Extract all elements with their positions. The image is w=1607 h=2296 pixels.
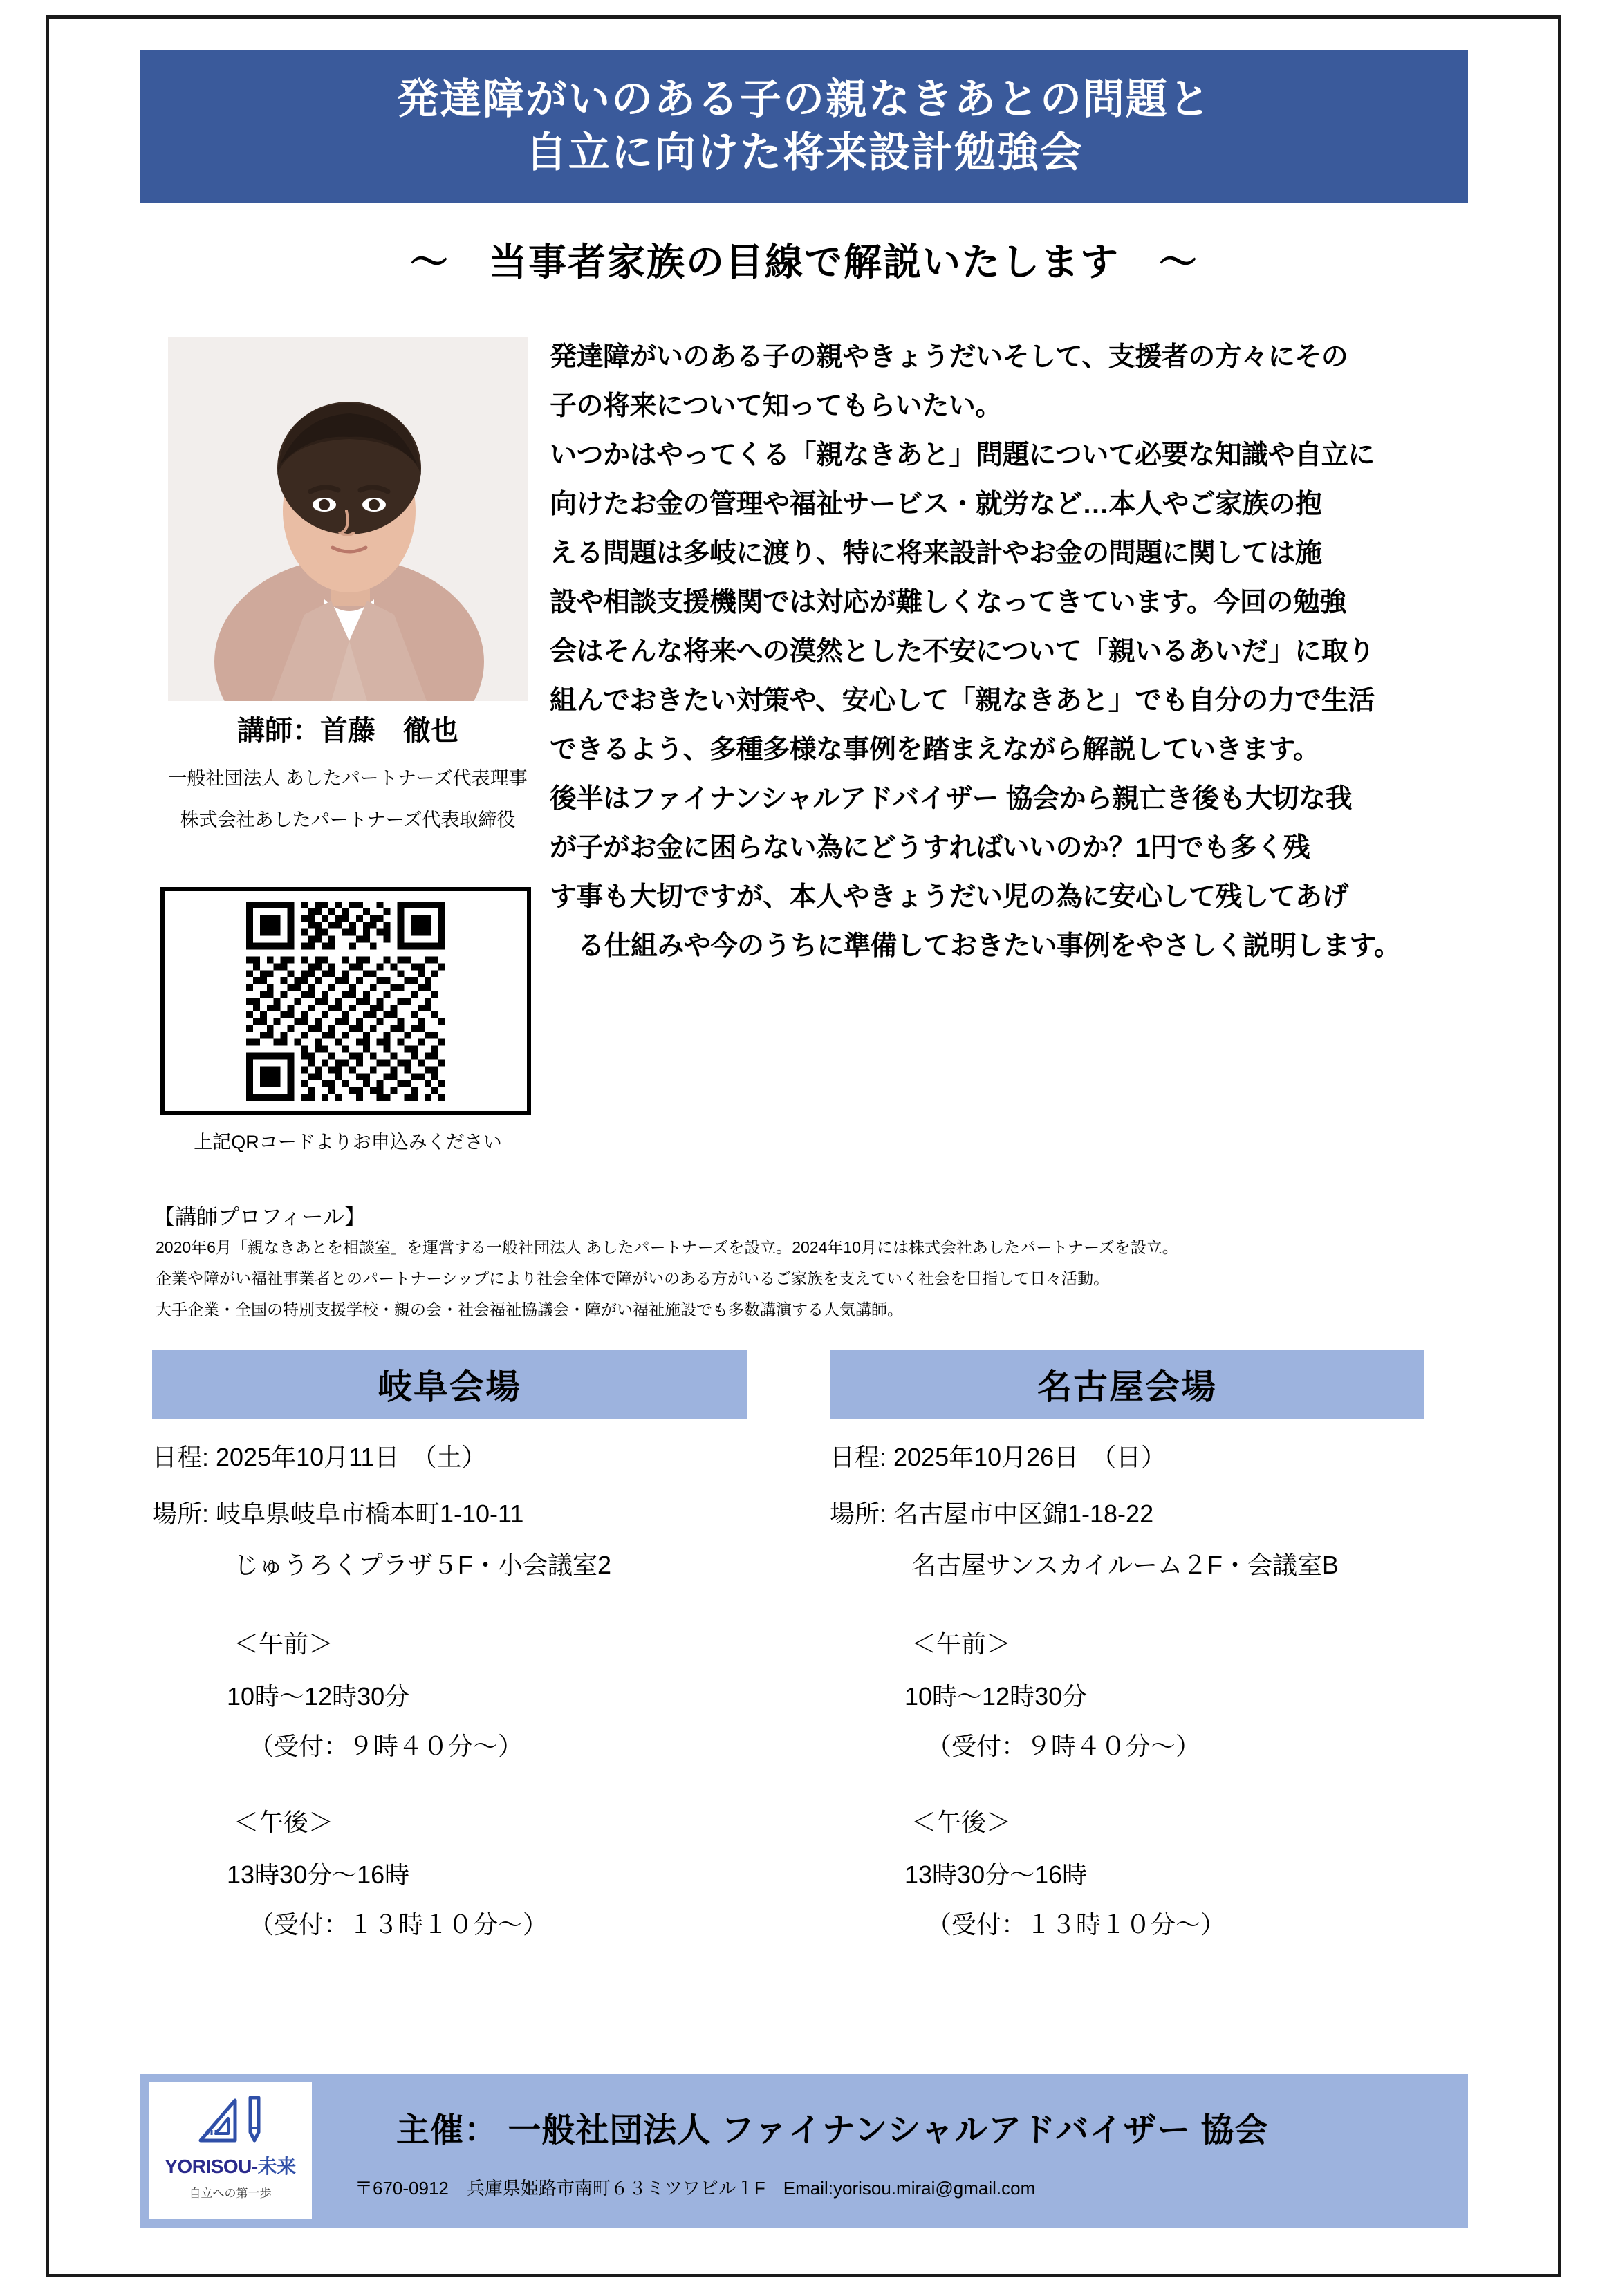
profile-line: 2020年6月「親なきあとを相談室」を運営する一般社団法人 あしたパートナーズを設立。2024年10月には株式会社あしたパートナーズを設立。 bbox=[156, 1238, 1178, 1256]
venue-nagoya-morning-label: ＜午前＞ bbox=[911, 1630, 1012, 1658]
body-line: いつかはやってくる「親なきあと」問題について必要な知識や自立に bbox=[550, 440, 1375, 470]
venue-nagoya-afternoon-time: 13時30分～16時 bbox=[904, 1860, 1088, 1889]
venue-nagoya-morning-time: 10時～12時30分 bbox=[904, 1682, 1088, 1710]
venue-nagoya-afternoon-label: ＜午後＞ bbox=[911, 1808, 1012, 1836]
venue-gifu-morning-label: ＜午前＞ bbox=[234, 1630, 334, 1658]
logo-tagline: 自立への第一歩 bbox=[189, 2187, 272, 2200]
venue-gifu-afternoon-time: 13時30分～16時 bbox=[227, 1860, 410, 1889]
footer-host: 主催： 一般社団法人 ファイナンシャルアドバイザー 協会 bbox=[396, 2112, 1269, 2149]
venue-nagoya-room: 名古屋サンスカイルーム２F・会議室B bbox=[911, 1551, 1339, 1579]
footer-bar bbox=[140, 2074, 1468, 2228]
footer-address: 〒670-0912 兵庫県姫路市南町６３ミツワビル１F Email:yorisou.mirai@gmail.com bbox=[355, 2178, 1036, 2199]
organization-logo bbox=[149, 2082, 312, 2219]
logo-wordmark bbox=[165, 2152, 295, 2179]
venue-gifu bbox=[152, 1350, 747, 1937]
speaker-name: 講師：首藤 徹也 bbox=[237, 716, 458, 746]
logo-word-separator: - bbox=[251, 2156, 258, 2177]
body-text-block bbox=[550, 344, 1462, 982]
qr-code-frame[interactable] bbox=[160, 887, 531, 1115]
profile-text-block bbox=[156, 1240, 1469, 1333]
venue-nagoya-afternoon-reception: （受付：１３時１０分～） bbox=[927, 1910, 1226, 1939]
venue-gifu-morning-time: 10時～12時30分 bbox=[227, 1682, 410, 1710]
qr-code-icon[interactable] bbox=[246, 902, 445, 1101]
body-line: できるよう、多種多様な事例を踏まえながら解説していきます。 bbox=[550, 735, 1320, 765]
logo-word-en: YORISOU bbox=[165, 2156, 252, 2177]
profile-line: 大手企業・全国の特別支援学校・親の会・社会福祉協議会・障がい福祉施設でも多数講演する人気講師。 bbox=[156, 1300, 903, 1318]
venue-gifu-afternoon-label: ＜午後＞ bbox=[234, 1808, 334, 1836]
venue-nagoya-morning-reception: （受付：９時４０分～） bbox=[927, 1732, 1201, 1760]
body-line: 組んでおきたい対策や、安心して「親なきあと」でも自分の力で生活 bbox=[550, 686, 1375, 716]
venue-nagoya bbox=[830, 1350, 1424, 1937]
qr-caption: 上記QRコードよりお申込みください bbox=[194, 1132, 502, 1152]
body-line: 子の将来について知ってもらいたい。 bbox=[550, 391, 1002, 421]
body-line: 後半はファイナンシャルアドバイザー 協会から親亡き後も大切な我 bbox=[550, 784, 1353, 814]
ruler-pencil-icon bbox=[192, 2092, 268, 2149]
speaker-role-line-2: 株式会社あしたパートナーズ代表取締役 bbox=[180, 810, 516, 830]
body-line: る仕組みや今のうちに準備しておきたい事例をやさしく説明します。 bbox=[577, 931, 1401, 961]
profile-line: 企業や障がい福祉事業者とのパートナーシップにより社会全体で障がいのある方がいるご家族を支えていく社会を目指して日々活動。 bbox=[156, 1269, 1110, 1287]
venue-gifu-room: じゅうろくプラザ５F・小会議室2 bbox=[234, 1551, 612, 1579]
body-line: 会はそんな将来への漠然とした不安について「親いるあいだ」に取り bbox=[550, 637, 1375, 666]
title-line-2: 自立に向けた将来設計勉強会 bbox=[526, 129, 1083, 176]
subtitle: ～ 当事者家族の目線で解説いたします ～ bbox=[409, 241, 1198, 283]
body-line: える問題は多岐に渡り、特に将来設計やお金の問題に関しては施 bbox=[550, 539, 1322, 568]
venue-gifu-place: 場所: 岐阜県岐阜市橋本町1-10-11 bbox=[152, 1500, 524, 1528]
speaker-photo bbox=[168, 337, 528, 701]
footer-content bbox=[348, 2103, 1454, 2200]
venue-gifu-morning-reception: （受付：９時４０分～） bbox=[249, 1732, 523, 1760]
venue-nagoya-name: 名古屋会場 bbox=[1037, 1368, 1217, 1406]
venue-gifu-header bbox=[152, 1350, 747, 1419]
body-line: 発達障がいのある子の親やきょうだいそして、支援者の方々にその bbox=[550, 342, 1348, 372]
body-line: す事も大切ですが、本人やきょうだい児の為に安心して残してあげ bbox=[550, 882, 1349, 912]
venue-nagoya-details bbox=[830, 1445, 1424, 1937]
venue-gifu-date: 日程: 2025年10月11日 （土） bbox=[152, 1443, 487, 1471]
venue-gifu-afternoon-reception: （受付：１３時１０分～） bbox=[249, 1910, 548, 1939]
body-line: 設や相談支援機関では対応が難しくなってきています。今回の勉強 bbox=[550, 588, 1346, 617]
title-line-1: 発達障がいのある子の親なきあとの問題と bbox=[397, 76, 1211, 123]
venue-nagoya-place: 場所: 名古屋市中区錦1-18-22 bbox=[830, 1500, 1154, 1528]
logo-word-jp: 未来 bbox=[257, 2156, 296, 2177]
title-banner bbox=[140, 50, 1468, 203]
profile-heading: 【講師プロフィール】 bbox=[154, 1205, 366, 1229]
venue-gifu-name: 岐阜会場 bbox=[378, 1368, 521, 1406]
body-line: 向けたお金の管理や福祉サービス・就労など…本人やご家族の抱 bbox=[550, 489, 1322, 519]
venue-nagoya-header bbox=[830, 1350, 1424, 1419]
body-line: が子がお金に困らない為にどうすればいいのか？1円でも多く残 bbox=[550, 833, 1310, 863]
venue-nagoya-date: 日程: 2025年10月26日 （日） bbox=[830, 1443, 1167, 1471]
speaker-role-line-1: 一般社団法人 あしたパートナーズ代表理事 bbox=[168, 768, 528, 789]
speaker-portrait-image bbox=[168, 337, 528, 701]
venue-gifu-details bbox=[152, 1445, 747, 1937]
